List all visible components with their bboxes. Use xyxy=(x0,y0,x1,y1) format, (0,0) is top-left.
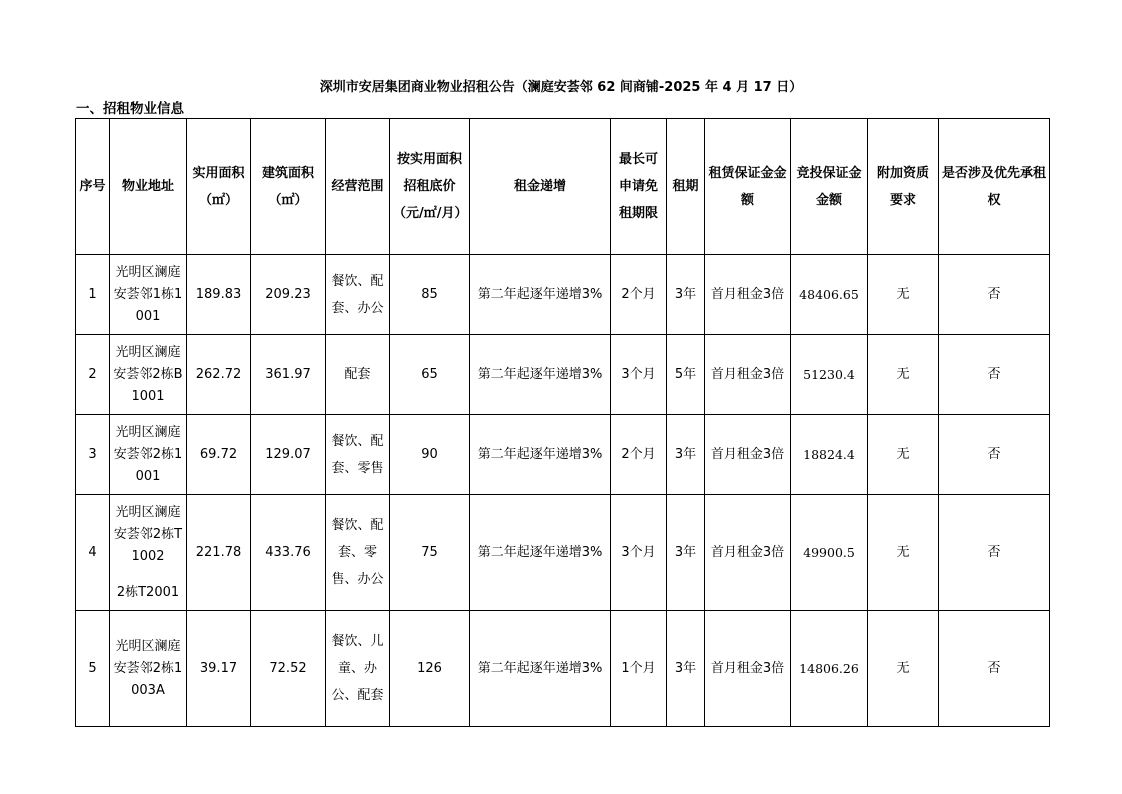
cell-usable-area: 39.17 xyxy=(187,611,251,727)
cell-business-scope: 餐饮、配套、零售 xyxy=(326,415,390,495)
cell-lease-deposit: 首月租金3倍 xyxy=(705,255,791,335)
cell-priority-right: 否 xyxy=(939,415,1050,495)
header-base-rent: 按实用面积招租底价（元/㎡/月） xyxy=(390,119,470,255)
rental-property-table xyxy=(75,118,1050,727)
header-business-scope: 经营范围 xyxy=(326,119,390,255)
header-priority-right: 是否涉及优先承租权 xyxy=(939,119,1050,255)
cell-base-rent: 65 xyxy=(390,335,470,415)
table-row xyxy=(76,495,1050,611)
cell-priority-right: 否 xyxy=(939,335,1050,415)
cell-rent-increase: 第二年起逐年递增3% xyxy=(470,495,611,611)
cell-lease-deposit: 首月租金3倍 xyxy=(705,611,791,727)
cell-building-area: 209.23 xyxy=(251,255,326,335)
table-row xyxy=(76,255,1050,335)
cell-seq: 5 xyxy=(76,611,110,727)
address-text: 光明区澜庭安荟邻1栋1001 xyxy=(113,264,183,324)
cell-seq: 3 xyxy=(76,415,110,495)
cell-building-area: 72.52 xyxy=(251,611,326,727)
cell-max-free-period: 3个月 xyxy=(611,335,667,415)
cell-lease-deposit: 首月租金3倍 xyxy=(705,415,791,495)
cell-bid-deposit: 49900.5 xyxy=(791,495,868,611)
header-rent-increase: 租金递增 xyxy=(470,119,611,255)
cell-extra-requirements: 无 xyxy=(868,255,939,335)
cell-extra-requirements: 无 xyxy=(868,495,939,611)
cell-lease-term: 3年 xyxy=(667,495,705,611)
cell-address xyxy=(110,335,187,415)
table-row xyxy=(76,611,1050,727)
cell-max-free-period: 1个月 xyxy=(611,611,667,727)
table-row xyxy=(76,335,1050,415)
header-address: 物业地址 xyxy=(110,119,187,255)
cell-usable-area: 221.78 xyxy=(187,495,251,611)
cell-extra-requirements: 无 xyxy=(868,335,939,415)
cell-lease-term: 5年 xyxy=(667,335,705,415)
cell-priority-right: 否 xyxy=(939,255,1050,335)
cell-bid-deposit: 51230.4 xyxy=(791,335,868,415)
cell-business-scope: 餐饮、配套、零售、办公 xyxy=(326,495,390,611)
cell-lease-deposit: 首月租金3倍 xyxy=(705,335,791,415)
address-text: 光明区澜庭安荟邻2栋T1002 xyxy=(113,504,183,564)
cell-seq: 2 xyxy=(76,335,110,415)
address-text: 光明区澜庭安荟邻2栋1003A xyxy=(113,638,183,698)
cell-rent-increase: 第二年起逐年递增3% xyxy=(470,611,611,727)
cell-rent-increase: 第二年起逐年递增3% xyxy=(470,335,611,415)
cell-usable-area: 262.72 xyxy=(187,335,251,415)
cell-address xyxy=(110,495,187,611)
cell-rent-increase: 第二年起逐年递增3% xyxy=(470,255,611,335)
header-bid-deposit: 竞投保证金金额 xyxy=(791,119,868,255)
header-max-free-period: 最长可申请免租期限 xyxy=(611,119,667,255)
cell-building-area: 433.76 xyxy=(251,495,326,611)
cell-seq: 4 xyxy=(76,495,110,611)
cell-seq: 1 xyxy=(76,255,110,335)
cell-lease-deposit: 首月租金3倍 xyxy=(705,495,791,611)
table-row xyxy=(76,415,1050,495)
table-header-row xyxy=(76,119,1050,255)
header-lease-deposit: 租赁保证金金额 xyxy=(705,119,791,255)
address-extra-text: 2栋T2001 xyxy=(116,584,180,600)
cell-base-rent: 75 xyxy=(390,495,470,611)
cell-address xyxy=(110,415,187,495)
cell-extra-requirements: 无 xyxy=(868,415,939,495)
cell-building-area: 361.97 xyxy=(251,335,326,415)
header-usable-area: 实用面积（㎡） xyxy=(187,119,251,255)
cell-base-rent: 126 xyxy=(390,611,470,727)
document-title: 深圳市安居集团商业物业招租公告（澜庭安荟邻 62 间商铺-2025 年 4 月 17 日） xyxy=(319,80,803,95)
cell-lease-term: 3年 xyxy=(667,415,705,495)
cell-building-area: 129.07 xyxy=(251,415,326,495)
cell-max-free-period: 3个月 xyxy=(611,495,667,611)
cell-address xyxy=(110,255,187,335)
header-seq: 序号 xyxy=(76,119,110,255)
cell-address xyxy=(110,611,187,727)
cell-base-rent: 85 xyxy=(390,255,470,335)
section-heading: 一、招租物业信息 xyxy=(76,101,184,117)
cell-bid-deposit: 14806.26 xyxy=(791,611,868,727)
header-building-area: 建筑面积（㎡） xyxy=(251,119,326,255)
cell-usable-area: 69.72 xyxy=(187,415,251,495)
cell-business-scope: 配套 xyxy=(326,335,390,415)
cell-base-rent: 90 xyxy=(390,415,470,495)
cell-max-free-period: 2个月 xyxy=(611,255,667,335)
cell-bid-deposit: 48406.65 xyxy=(791,255,868,335)
cell-business-scope: 餐饮、配套、办公 xyxy=(326,255,390,335)
address-text: 光明区澜庭安荟邻2栋B1001 xyxy=(113,344,183,404)
cell-rent-increase: 第二年起逐年递增3% xyxy=(470,415,611,495)
address-text: 光明区澜庭安荟邻2栋1001 xyxy=(113,424,183,484)
cell-usable-area: 189.83 xyxy=(187,255,251,335)
header-extra-requirements: 附加资质要求 xyxy=(868,119,939,255)
cell-extra-requirements: 无 xyxy=(868,611,939,727)
cell-priority-right: 否 xyxy=(939,611,1050,727)
cell-business-scope: 餐饮、儿童、办公、配套 xyxy=(326,611,390,727)
cell-bid-deposit: 18824.4 xyxy=(791,415,868,495)
cell-lease-term: 3年 xyxy=(667,611,705,727)
cell-max-free-period: 2个月 xyxy=(611,415,667,495)
cell-priority-right: 否 xyxy=(939,495,1050,611)
cell-lease-term: 3年 xyxy=(667,255,705,335)
header-lease-term: 租期 xyxy=(667,119,705,255)
